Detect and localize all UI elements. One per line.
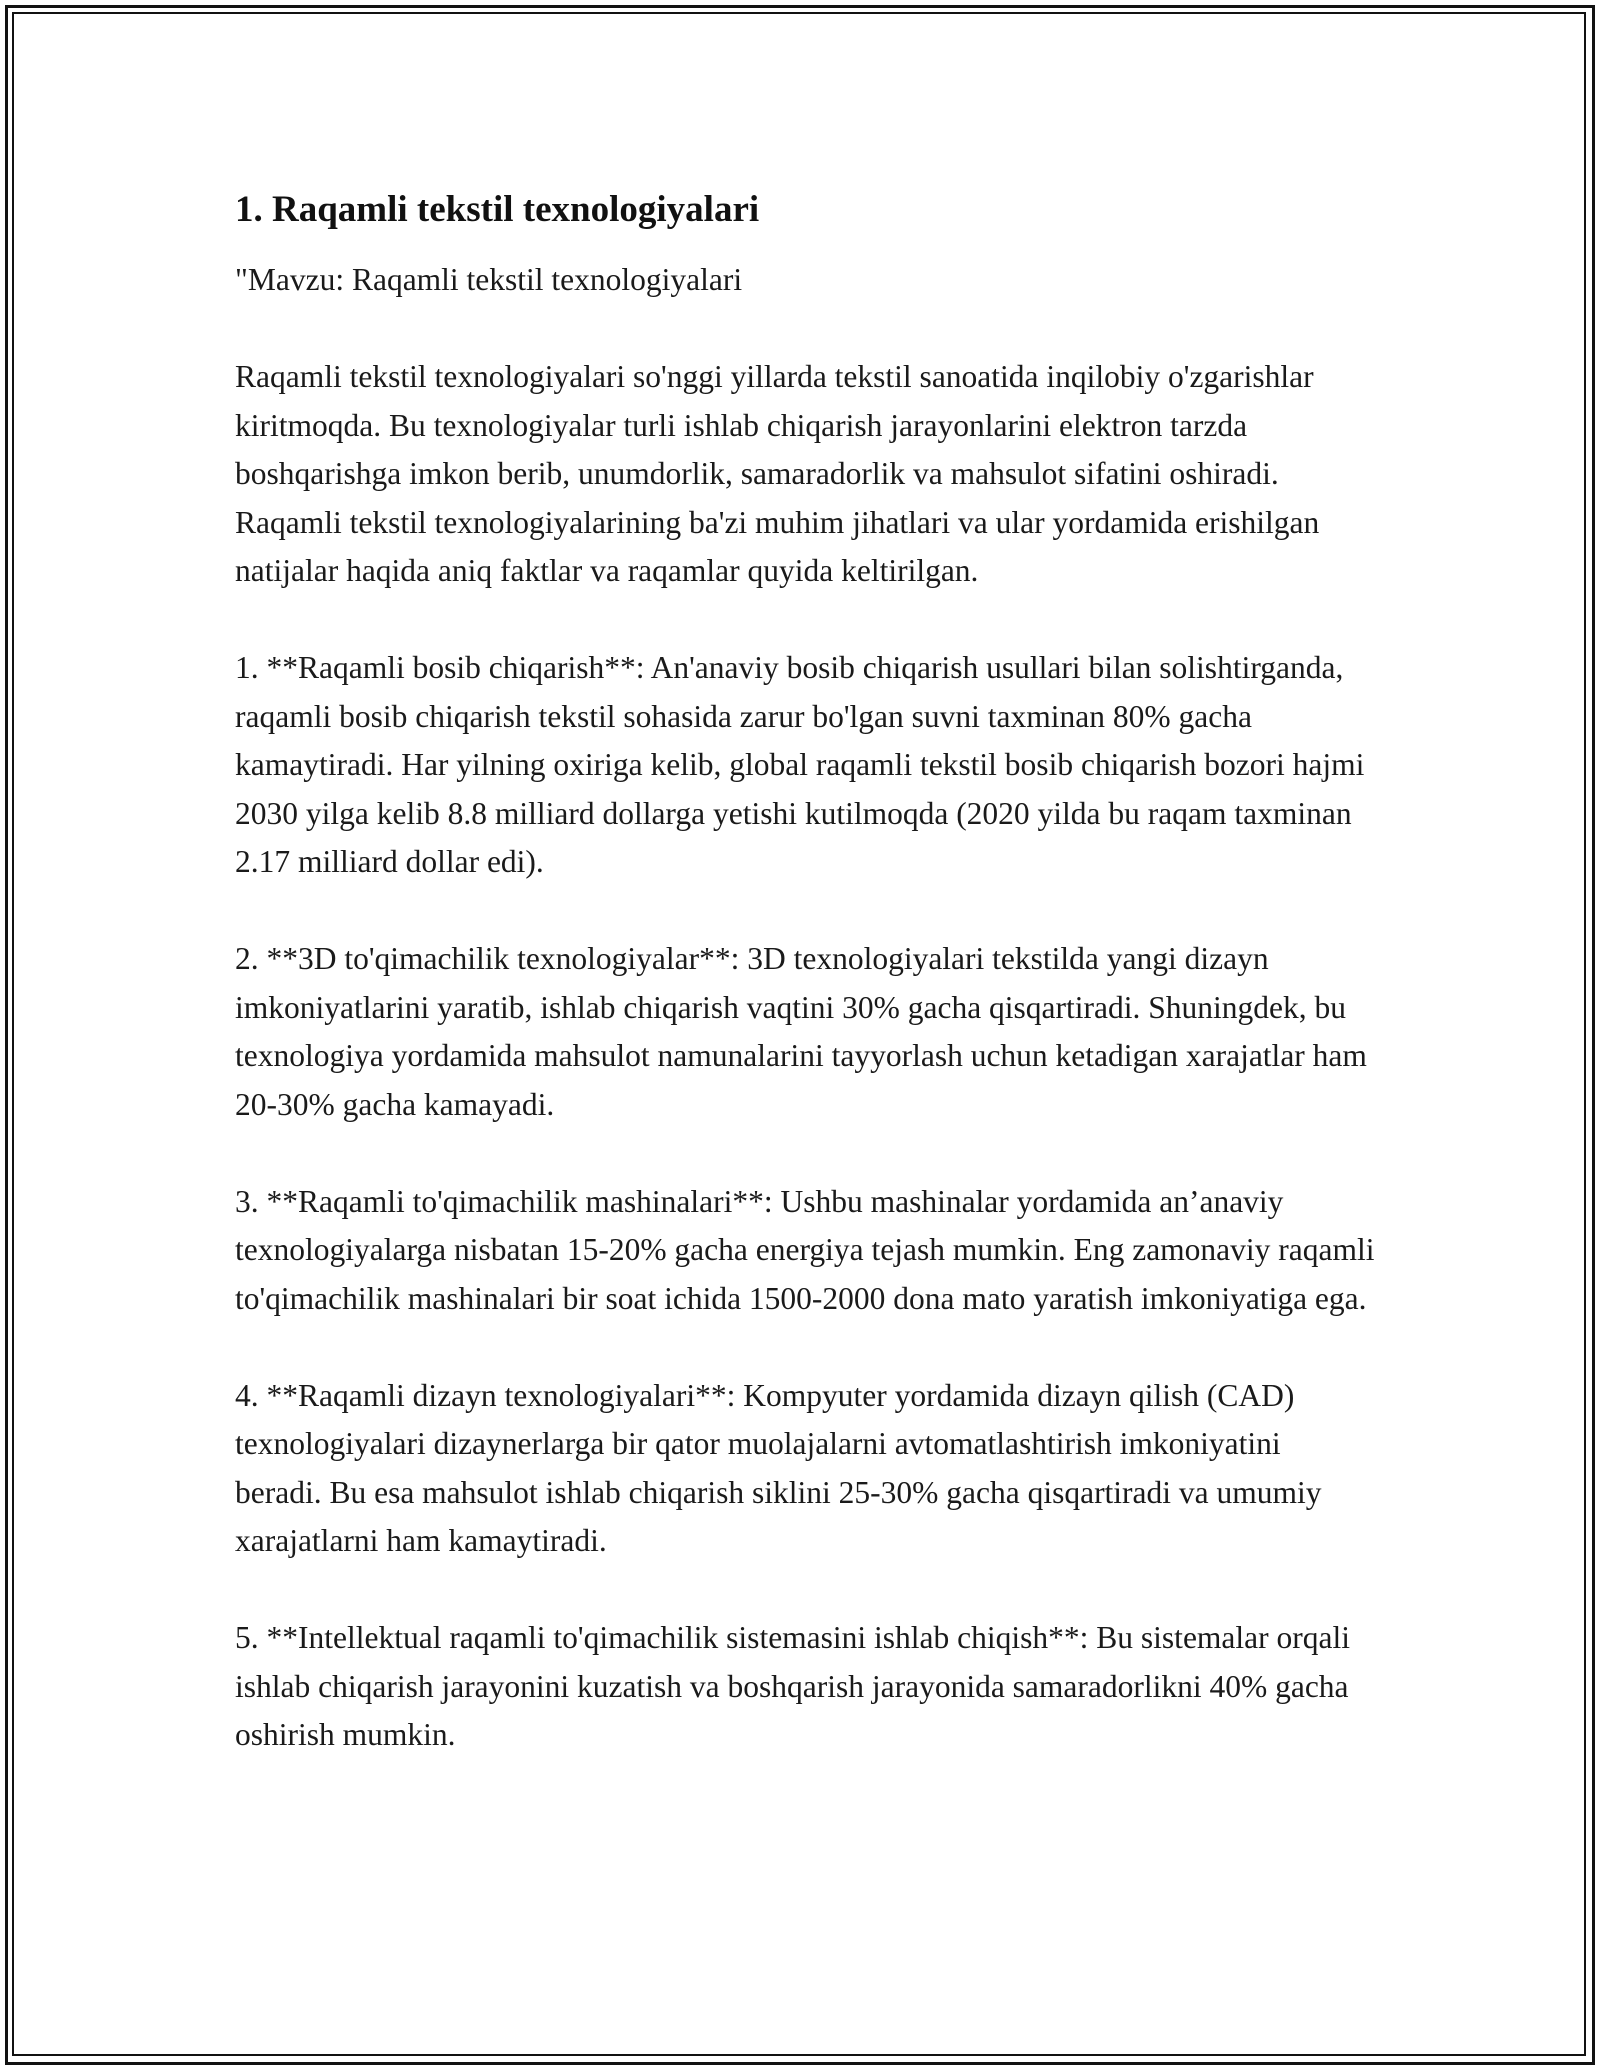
- intro-paragraph: Raqamli tekstil texnologiyalari so'nggi yillarda tekstil sanoatida inqilobiy o'zgarishlar kiritmoqda. Bu texnologiyalar turli ishlab chiqarish jarayonlarini elektron tarzda boshqarishga imkon berib, unumdorlik, samaradorlik va mahsulot sifatini oshiradi. Raqamli tekstil texnologiyalarining ba'zi muhim jihatlari va ular yordamida erishilgan natijalar haqida aniq faktlar va raqamlar quyida keltirilgan.: [235, 359, 1320, 588]
- document-body: [235, 186, 1375, 1808]
- list-item: 4. **Raqamli dizayn texnologiyalari**: Kompyuter yordamida dizayn qilish (CAD) texnologiyalari dizaynerlarga bir qator muolajalarni avtomatlashtirish imkoniyatini beradi. Bu esa mahsulot ishlab chiqarish siklini 25-30% gacha qisqartiradi va umumiy xarajatlarni ham kamaytiradi.: [235, 1377, 1322, 1558]
- document-title: 1. Raqamli tekstil texnologiyalari: [235, 189, 760, 230]
- subject-line: "Mavzu: Raqamli tekstil texnologiyalari: [235, 262, 743, 297]
- list-item: 3. **Raqamli to'qimachilik mashinalari**: Ushbu mashinalar yordamida an’anaviy texnologiyalarga nisbatan 15-20% gacha energiya tejash mumkin. Eng zamonaviy raqamli to'qimachilik mashinalari bir soat ichida 1500-2000 dona mato yaratish imkoniyatiga ega.: [235, 1183, 1375, 1316]
- list-item: 2. **3D to'qimachilik texnologiyalar**: 3D texnologiyalari tekstilda yangi dizayn imkoniyatlarini yaratib, ishlab chiqarish vaqtini 30% gacha qisqartiradi. Shuningdek, bu texnologiya yordamida mahsulot namunalarini tayyorlash uchun ketadigan xarajatlar ham 20-30% gacha kamayadi.: [235, 941, 1367, 1122]
- list-item: 1. **Raqamli bosib chiqarish**: An'anaviy bosib chiqarish usullari bilan solishtirganda, raqamli bosib chiqarish tekstil sohasida zarur bo'lgan suvni taxminan 80% gacha kamaytiradi. Har yilning oxiriga kelib, global raqamli tekstil bosib chiqarish bozori hajmi 2030 yilga kelib 8.8 milliard dollarga yetishi kutilmoqda (2020 yilda bu raqam taxminan 2.17 milliard dollar edi).: [235, 650, 1365, 879]
- list-item: 5. **Intellektual raqamli to'qimachilik sistemasini ishlab chiqish**: Bu sistemalar orqali ishlab chiqarish jarayonini kuzatish va boshqarish jarayonida samaradorlikni 40% gacha oshirish mumkin.: [235, 1620, 1350, 1752]
